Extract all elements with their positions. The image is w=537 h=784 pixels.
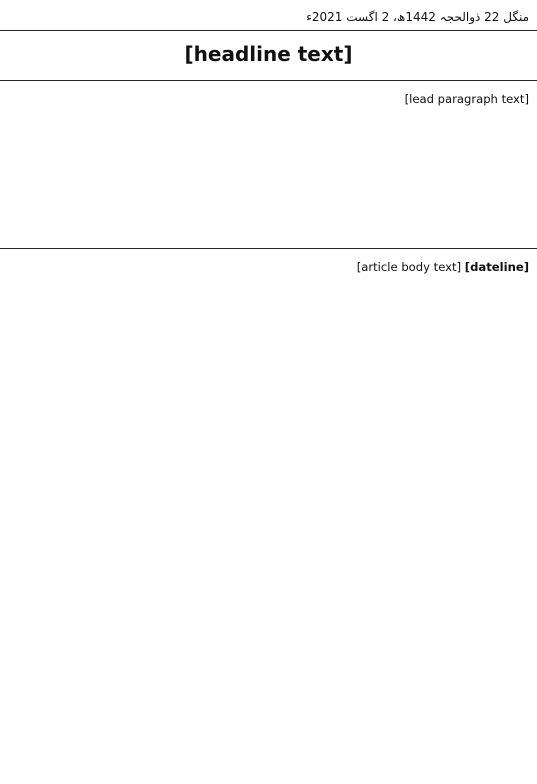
top-rule — [0, 30, 537, 31]
article-headline: [headline text] — [184, 42, 353, 66]
headline-rule — [0, 80, 537, 81]
summary-rule — [0, 248, 537, 249]
body-paragraph — [8, 258, 529, 277]
article-body — [8, 258, 529, 780]
body-text: [article body text] — [356, 260, 462, 274]
article-summary: [lead paragraph text] — [404, 92, 529, 106]
article-dateline: [dateline] — [464, 260, 529, 274]
page-dateline: منگل 22 ذوالحجہ 1442ھ، 2 اگست 2021ء — [306, 10, 529, 24]
